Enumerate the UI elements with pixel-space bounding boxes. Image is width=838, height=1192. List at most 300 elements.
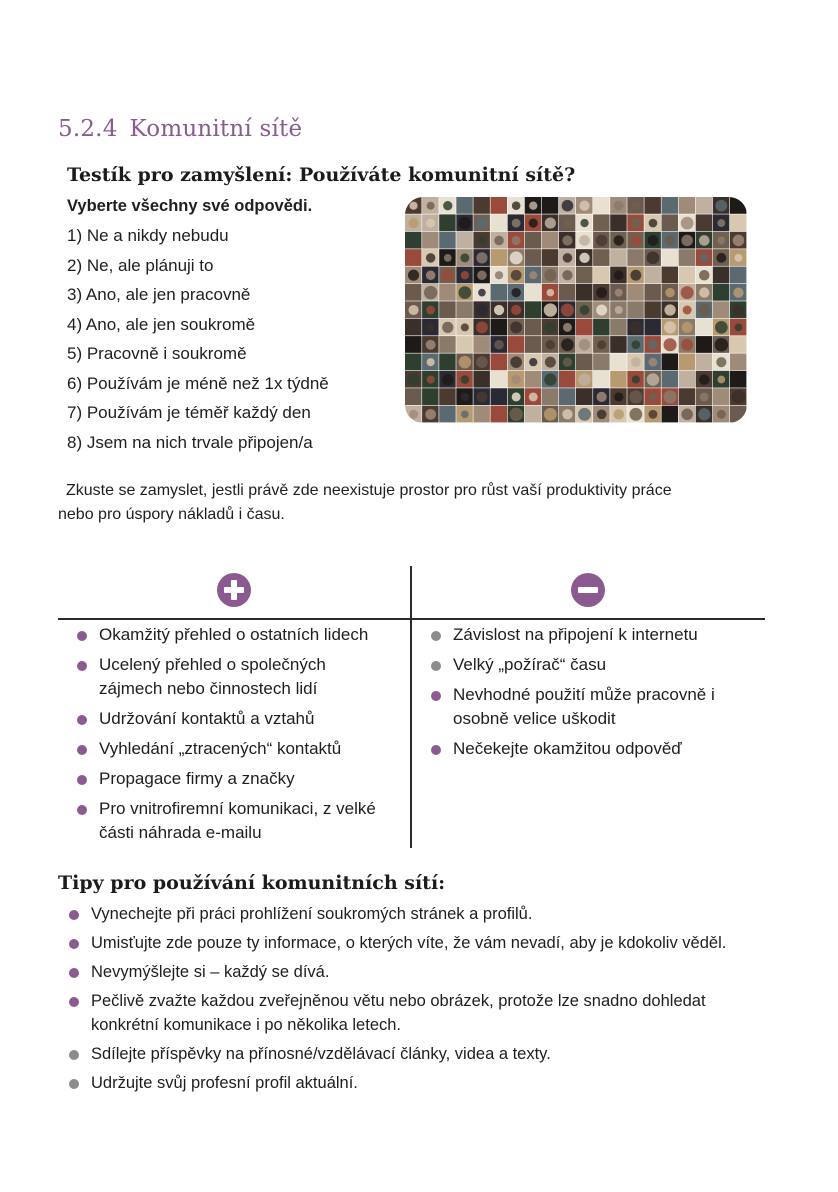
avatar-tile xyxy=(405,249,422,266)
avatar-face xyxy=(409,202,417,210)
avatar-tile xyxy=(576,267,593,284)
bullet-icon xyxy=(69,1050,79,1060)
avatar-tile xyxy=(405,319,422,336)
avatar-face xyxy=(511,305,521,315)
avatar-face xyxy=(427,375,435,383)
avatar-face xyxy=(614,235,624,245)
pros-item: Okamžitý přehled o ostatních lidech xyxy=(75,623,376,647)
avatar-face xyxy=(529,236,537,244)
avatar-face xyxy=(458,217,471,230)
avatar-face xyxy=(698,408,710,420)
avatar-face xyxy=(461,393,469,401)
avatar-tile xyxy=(593,371,610,388)
avatar-tile xyxy=(473,336,490,353)
avatar-tile xyxy=(662,371,679,388)
avatar-tile xyxy=(439,336,456,353)
avatar-face xyxy=(425,409,436,420)
avatar-face xyxy=(563,253,573,263)
avatar-tile xyxy=(610,353,627,370)
avatar-tile xyxy=(730,197,747,214)
cons-item: Velký „požírač“ času xyxy=(429,653,715,677)
avatar-tile xyxy=(696,214,713,231)
avatar-face xyxy=(442,322,453,333)
avatar-tile xyxy=(662,249,679,266)
avatar-face xyxy=(580,305,590,315)
avatar-face xyxy=(546,340,556,350)
avatar-tile xyxy=(473,406,490,423)
avatar-tile xyxy=(576,388,593,405)
avatar-tile xyxy=(439,232,456,249)
avatar-face xyxy=(510,251,523,264)
avatar-face xyxy=(510,356,522,368)
avatar-tile xyxy=(405,336,422,353)
avatar-face xyxy=(596,304,607,315)
bullet-icon xyxy=(431,631,441,641)
avatar-face xyxy=(715,200,727,212)
bullet-icon xyxy=(431,691,441,701)
avatar-tile xyxy=(576,319,593,336)
avatar-face xyxy=(426,219,435,228)
avatar-tile xyxy=(456,197,473,214)
bullet-icon xyxy=(69,910,79,920)
avatar-tile xyxy=(627,249,644,266)
tip-item: Udržujte svůj profesní profil aktuální. xyxy=(67,1071,777,1095)
avatar-tile xyxy=(422,232,439,249)
avatar-face xyxy=(698,304,711,317)
avatar-face xyxy=(699,270,710,281)
avatar-face xyxy=(629,408,642,421)
avatar-tile xyxy=(696,319,713,336)
avatar-tile xyxy=(473,197,490,214)
avatar-tile xyxy=(696,197,713,214)
avatar-tile xyxy=(713,301,730,318)
pros-item: Propagace firmy a značky xyxy=(75,767,376,791)
avatar-face xyxy=(631,235,642,246)
avatar-face xyxy=(511,288,520,297)
tips-list xyxy=(67,902,777,1100)
avatar-face xyxy=(579,339,590,350)
avatar-face xyxy=(461,271,469,279)
avatar-face xyxy=(529,358,537,366)
avatar-face xyxy=(717,237,725,245)
avatar-tile xyxy=(525,371,542,388)
avatar-face xyxy=(717,410,726,419)
avatar-face xyxy=(663,390,676,403)
avatar-face xyxy=(512,219,521,228)
avatar-face xyxy=(649,219,658,228)
quiz-option: 4) Ano, ale jen soukromě xyxy=(67,314,256,334)
avatar-face xyxy=(615,289,623,297)
avatar-tile xyxy=(491,371,508,388)
avatar-face xyxy=(427,324,435,332)
avatar-face xyxy=(682,270,693,281)
avatar-mosaic-image xyxy=(405,197,747,423)
bullet-icon xyxy=(431,661,441,671)
quiz-options-list xyxy=(67,224,329,460)
avatar-face xyxy=(700,392,709,401)
bullet-icon xyxy=(431,745,441,755)
avatar-face xyxy=(699,374,709,384)
avatar-face xyxy=(547,289,555,297)
quiz-option: 1) Ne a nikdy nebudu xyxy=(67,226,229,245)
avatar-face xyxy=(579,201,589,211)
avatar-face xyxy=(579,253,589,263)
avatar-tile xyxy=(491,388,508,405)
avatar-face xyxy=(629,321,642,334)
avatar-tile xyxy=(491,197,508,214)
quiz-option: 2) Ne, ale plánuji to xyxy=(67,255,214,275)
avatar-tile xyxy=(559,284,576,301)
avatar-face xyxy=(681,235,693,247)
table-divider-horizontal xyxy=(58,618,765,620)
avatar-tile xyxy=(730,267,747,284)
avatar-face xyxy=(596,287,607,298)
bullet-icon xyxy=(69,968,79,978)
quiz-option: 3) Ano, ale jen pracovně xyxy=(67,285,251,304)
avatar-face xyxy=(544,408,557,421)
avatar-face xyxy=(461,375,470,384)
avatar-face xyxy=(476,321,488,333)
tips-heading: Tipy pro používání komunitních sítí: xyxy=(58,872,446,894)
avatar-face xyxy=(562,270,572,280)
avatar-face xyxy=(631,340,640,349)
avatar-tile xyxy=(456,336,473,353)
avatar-tile xyxy=(644,301,661,318)
avatar-face xyxy=(562,218,572,228)
quiz-option: 7) Používám je téměř každý den xyxy=(67,403,311,422)
avatar-face xyxy=(715,338,729,352)
avatar-face xyxy=(476,217,488,229)
avatar-tile xyxy=(456,301,473,318)
avatar-tile xyxy=(593,249,610,266)
avatar-face xyxy=(529,219,538,228)
avatar-face xyxy=(544,269,556,281)
avatar-face xyxy=(664,304,675,315)
avatar-face xyxy=(733,287,743,297)
avatar-face xyxy=(614,270,624,280)
avatar-face xyxy=(442,374,453,385)
avatar-face xyxy=(476,356,488,368)
avatar-face xyxy=(495,271,503,279)
avatar-face xyxy=(444,410,452,418)
avatar-face xyxy=(632,375,640,383)
avatar-face xyxy=(545,218,556,229)
avatar-tile xyxy=(593,197,610,214)
avatar-tile xyxy=(405,353,422,370)
avatar-face xyxy=(478,289,486,297)
avatar-face xyxy=(562,409,572,419)
bullet-icon xyxy=(69,1079,79,1089)
avatar-face xyxy=(512,236,521,245)
avatar-tile xyxy=(593,214,610,231)
section-title xyxy=(58,116,302,142)
avatar-tile xyxy=(662,214,679,231)
avatar-tile xyxy=(696,353,713,370)
avatar-face xyxy=(544,373,556,385)
avatar-face xyxy=(715,321,728,334)
avatar-face xyxy=(681,409,693,421)
avatar-face xyxy=(461,410,469,418)
avatar-face xyxy=(510,321,522,333)
avatar-face xyxy=(427,202,435,210)
avatar-face xyxy=(682,322,693,333)
avatar-tile xyxy=(644,267,661,284)
quiz-option: 5) Pracovně i soukromě xyxy=(67,344,247,363)
avatar-tile xyxy=(679,197,696,214)
avatar-tile xyxy=(525,319,542,336)
paragraph-line: nebo pro úspory nákladů i času. xyxy=(58,506,285,523)
avatar-face xyxy=(647,251,660,264)
avatar-face xyxy=(458,286,471,299)
paragraph-line: Zkuste se zamyslet, jestli právě zde neexistuje prostor pro růst vaší produktivity práce xyxy=(66,482,672,499)
bullet-icon xyxy=(77,631,87,641)
avatar-face xyxy=(597,409,607,419)
avatar-face xyxy=(648,410,657,419)
avatar-face xyxy=(649,358,658,367)
avatar-face xyxy=(665,235,675,245)
avatar-face xyxy=(477,391,488,402)
avatar-face xyxy=(630,217,642,229)
avatar-tile xyxy=(508,336,524,353)
avatar-tile xyxy=(542,232,559,249)
avatar-tile xyxy=(627,301,644,318)
avatar-face xyxy=(716,270,726,280)
avatar-face xyxy=(511,375,520,384)
pros-item: Vyhledání „ztracených“ kontaktů xyxy=(75,737,376,761)
avatar-face xyxy=(716,253,726,263)
avatar-tile xyxy=(525,406,542,423)
avatar-tile xyxy=(542,249,559,266)
avatar-face xyxy=(649,393,657,401)
avatar-tile xyxy=(610,336,627,353)
avatar-tile xyxy=(422,388,439,405)
avatar-tile xyxy=(679,388,696,405)
avatar-face xyxy=(615,306,623,314)
tip-item: Pečlivě zvažte každou zveřejněnou větu nebo obrázek, protože lze snadno dohledat konkrétní komunikace i po několika letech. xyxy=(67,989,777,1037)
cons-item: Nečekejte okamžitou odpověď xyxy=(429,737,715,761)
avatar-face xyxy=(699,287,709,297)
avatar-face xyxy=(409,410,418,419)
avatar-face xyxy=(460,253,469,262)
avatar-tile xyxy=(610,249,627,266)
avatar-face xyxy=(664,321,676,333)
tip-item: Nevymýšlejte si – každý se dívá. xyxy=(67,960,777,984)
avatar-face xyxy=(477,270,487,280)
avatar-face xyxy=(681,339,693,351)
table-divider-vertical xyxy=(410,566,412,848)
avatar-face xyxy=(665,288,674,297)
avatar-tile xyxy=(559,371,576,388)
avatar-tile xyxy=(439,353,456,370)
cons-item: Nevhodné použití může pracovně i osobně velice uškodit xyxy=(429,683,715,731)
cons-item: Závislost na připojení k internetu xyxy=(429,623,715,647)
avatar-face xyxy=(699,235,710,246)
avatar-tile xyxy=(491,249,508,266)
avatar-face xyxy=(529,271,537,279)
avatar-face xyxy=(629,390,642,403)
avatar-tile xyxy=(730,353,747,370)
avatar-tile xyxy=(627,284,644,301)
avatar-face xyxy=(647,373,660,386)
bullet-icon xyxy=(77,745,87,755)
avatar-tile xyxy=(525,284,542,301)
avatar-face xyxy=(461,323,469,331)
avatar-tile xyxy=(491,284,508,301)
avatar-tile xyxy=(644,197,661,214)
avatar-face xyxy=(561,338,574,351)
avatar-face xyxy=(614,201,624,211)
avatar-face xyxy=(509,408,522,421)
avatar-face xyxy=(544,303,557,316)
avatar-face xyxy=(476,304,488,316)
bullet-icon xyxy=(77,661,87,671)
avatar-face xyxy=(597,392,607,402)
avatar-tile xyxy=(525,336,542,353)
avatar-face xyxy=(614,409,624,419)
tip-item: Umisťujte zde pouze ty informace, o kterých víte, že vám nevadí, aby je kdokoliv věděl. xyxy=(67,931,777,955)
avatar-tile xyxy=(730,336,747,353)
avatar-face xyxy=(408,218,418,228)
avatar-tile xyxy=(662,267,679,284)
avatar-tile xyxy=(662,353,679,370)
avatar-face xyxy=(683,306,692,315)
avatar-face xyxy=(478,237,486,245)
avatar-face xyxy=(563,323,572,332)
avatar-face xyxy=(494,305,504,315)
avatar-face xyxy=(511,270,522,281)
avatar-tile xyxy=(610,214,627,231)
avatar-face xyxy=(717,376,725,384)
avatar-tile xyxy=(439,284,456,301)
bullet-icon xyxy=(69,939,79,949)
avatar-face xyxy=(681,217,694,230)
avatar-face xyxy=(735,323,743,331)
avatar-face xyxy=(408,270,419,281)
avatar-face xyxy=(717,219,725,227)
avatar-face xyxy=(648,340,658,350)
avatar-face xyxy=(631,201,640,210)
avatar-tile xyxy=(473,371,490,388)
avatar-face xyxy=(580,219,588,227)
avatar-face xyxy=(734,254,742,262)
avatar-tile xyxy=(559,388,576,405)
avatar-face xyxy=(529,202,537,210)
avatar-tile xyxy=(525,249,542,266)
avatar-face xyxy=(733,235,745,247)
avatar-face xyxy=(716,357,726,367)
avatar-face xyxy=(442,304,454,316)
avatar-tile xyxy=(405,232,422,249)
avatar-face xyxy=(596,235,608,247)
avatar-face xyxy=(426,270,436,280)
avatar-face xyxy=(630,270,641,281)
avatar-face xyxy=(426,253,435,262)
avatar-tile xyxy=(662,406,679,423)
avatar-face xyxy=(407,373,419,385)
avatar-tile xyxy=(730,371,747,388)
avatar-face xyxy=(512,392,521,401)
avatar-tile xyxy=(439,214,456,231)
avatar-face xyxy=(529,392,538,401)
avatar-tile xyxy=(491,319,508,336)
quiz-option: 8) Jsem na nich trvale připojen/a xyxy=(67,432,313,452)
avatar-tile xyxy=(730,406,747,423)
avatar-face xyxy=(563,357,572,366)
avatar-tile xyxy=(491,214,508,231)
pros-list xyxy=(75,623,376,851)
avatar-tile xyxy=(542,197,559,214)
tip-item: Vynechejte při práci prohlížení soukromých stránek a profilů. xyxy=(67,902,777,926)
avatar-face xyxy=(562,200,574,212)
avatar-face xyxy=(512,201,521,210)
avatar-tile xyxy=(644,284,661,301)
avatar-face xyxy=(561,303,574,316)
bullet-icon xyxy=(77,805,87,815)
avatar-tile xyxy=(491,406,508,423)
bullet-icon xyxy=(77,715,87,725)
pros-item: Pro vnitrofiremní komunikaci, z velké části náhrada e-mailu xyxy=(75,797,376,845)
avatar-face xyxy=(579,235,590,246)
quiz-instruction: Vyberte všechny své odpovědi. xyxy=(67,197,313,215)
avatar-face xyxy=(476,252,487,263)
avatar-face xyxy=(732,390,745,403)
avatar-face xyxy=(631,357,641,367)
avatar-tile xyxy=(405,284,422,301)
avatar-tile xyxy=(644,319,661,336)
avatar-face xyxy=(442,269,454,281)
bullet-icon xyxy=(69,997,79,1007)
avatar-face xyxy=(424,286,437,299)
quiz-option: 6) Používám je méně než 1x týdně xyxy=(67,373,329,393)
tip-item: Sdílejte příspěvky na přínosné/vzdělávací články, videa a texty. xyxy=(67,1042,777,1066)
avatar-face xyxy=(409,305,419,315)
avatar-tile xyxy=(713,388,730,405)
avatar-face xyxy=(664,200,676,212)
avatar-face xyxy=(700,253,709,262)
avatar-face xyxy=(681,286,694,299)
avatar-tile xyxy=(610,371,627,388)
avatar-face xyxy=(597,340,606,349)
avatar-tile xyxy=(713,284,730,301)
bullet-icon xyxy=(77,775,87,785)
avatar-tile xyxy=(576,353,593,370)
avatar-tile xyxy=(696,336,713,353)
pros-item: Ucelený přehled o společných zájmech nebo činnostech lidí xyxy=(75,653,376,701)
avatar-face xyxy=(494,340,504,350)
avatar-tile xyxy=(405,388,422,405)
avatar-face xyxy=(545,357,556,368)
avatar-tile xyxy=(542,388,559,405)
avatar-tile xyxy=(679,249,696,266)
avatar-face xyxy=(614,392,623,401)
avatar-face xyxy=(427,358,435,366)
avatar-face xyxy=(459,356,472,369)
avatar-tile xyxy=(456,232,473,249)
avatar-face xyxy=(664,338,677,351)
avatar-face xyxy=(648,235,659,246)
avatar-tile xyxy=(593,319,610,336)
avatar-face xyxy=(562,235,572,245)
avatar-face xyxy=(494,236,504,246)
section-number: 5.2.4 xyxy=(58,116,118,142)
avatar-tile xyxy=(730,214,747,231)
avatar-face xyxy=(444,254,452,262)
avatar-face xyxy=(545,322,556,333)
avatar-face xyxy=(443,201,452,210)
cons-list xyxy=(429,623,715,767)
quiz-heading: Testík pro zamyšlení: Používáte komunitní sítě? xyxy=(67,164,576,186)
avatar-tile xyxy=(610,319,627,336)
